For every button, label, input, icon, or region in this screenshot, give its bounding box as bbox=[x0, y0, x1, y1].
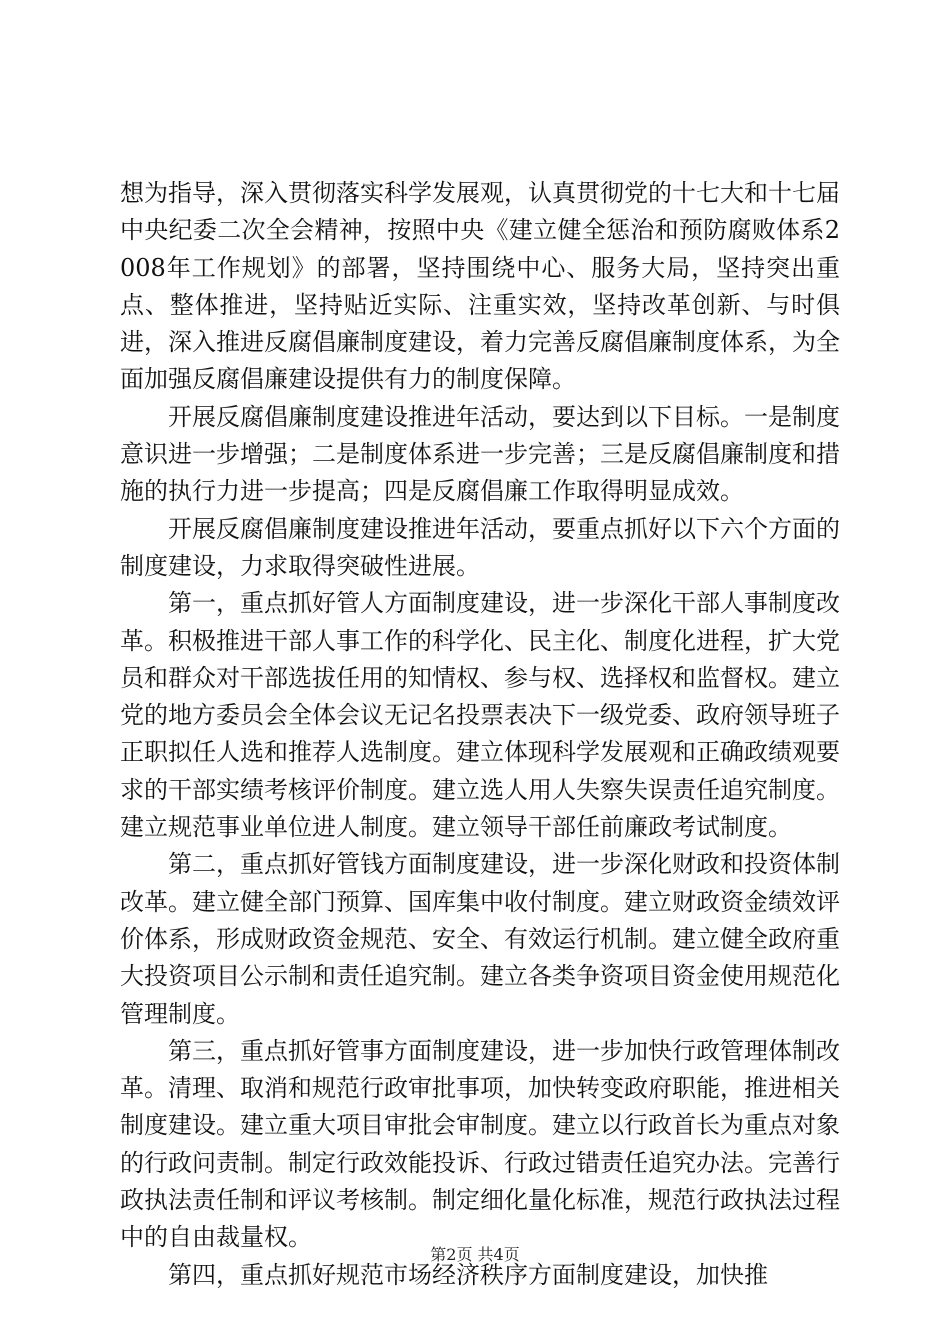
document-body bbox=[120, 175, 840, 1294]
paragraph-3: 开展反腐倡廉制度建设推进年活动，要重点抓好以下六个方面的制度建设，力求取得突破性进展。 bbox=[120, 514, 840, 580]
paragraph-2: 开展反腐倡廉制度建设推进年活动，要达到以下目标。一是制度意识进一步增强；二是制度体系进一步完善；三是反腐倡廉制度和措施的执行力进一步提高；四是反腐倡廉工作取得明显成效。 bbox=[120, 402, 840, 506]
paragraph-5: 第二，重点抓好管钱方面制度建设，进一步深化财政和投资体制改革。建立健全部门预算、国库集中收付制度。建立财政资金绩效评价体系，形成财政资金规范、安全、有效运行机制。建立健全政府重大投资项目公示制和责任追究制。建立各类争资项目资金使用规范化管理制度。 bbox=[120, 850, 840, 1028]
paragraph-6: 第三，重点抓好管事方面制度建设，进一步加快行政管理体制改革。清理、取消和规范行政审批事项，加快转变政府职能，推进相关制度建设。建立重大项目审批会审制度。建立以行政首长为重点对象的行政问责制。制定行政效能投诉、行政过错责任追究办法。完善行政执法责任制和评议考核制。制定细化量化标准，规范行政执法过程中的自由裁量权。 bbox=[120, 1036, 840, 1252]
page-number-label: 第2页 共4页 bbox=[430, 1245, 520, 1264]
paragraph-7: 第四，重点抓好规范市场经济秩序方面制度建设，加快推 bbox=[168, 1260, 768, 1289]
page-footer bbox=[0, 1244, 950, 1266]
paragraph-1: 想为指导，深入贯彻落实科学发展观，认真贯彻党的十七大和十七届中央纪委二次全会精神，按照中央《建立健全惩治和预防腐败体系2008年工作规划》的部署，坚持围绕中心、服务大局，坚持突出重点、整体推进，坚持贴近实际、注重实效，坚持改革创新、与时俱进，深入推进反腐倡廉制度建设，着力完善反腐倡廉制度体系，为全面加强反腐倡廉建设提供有力的制度保障。 bbox=[120, 179, 840, 394]
paragraph-4: 第一，重点抓好管人方面制度建设，进一步深化干部人事制度改革。积极推进干部人事工作的科学化、民主化、制度化进程，扩大党员和群众对干部选拔任用的知情权、参与权、选择权和监督权。建立党的地方委员会全体会议无记名投票表决下一级党委、政府领导班子正职拟任人选和推荐人选制度。建立体现科学发展观和正确政绩观要求的干部实绩考核评价制度。建立选人用人失察失误责任追究制度。建立规范事业单位进人制度。建立领导干部任前廉政考试制度。 bbox=[120, 589, 840, 842]
